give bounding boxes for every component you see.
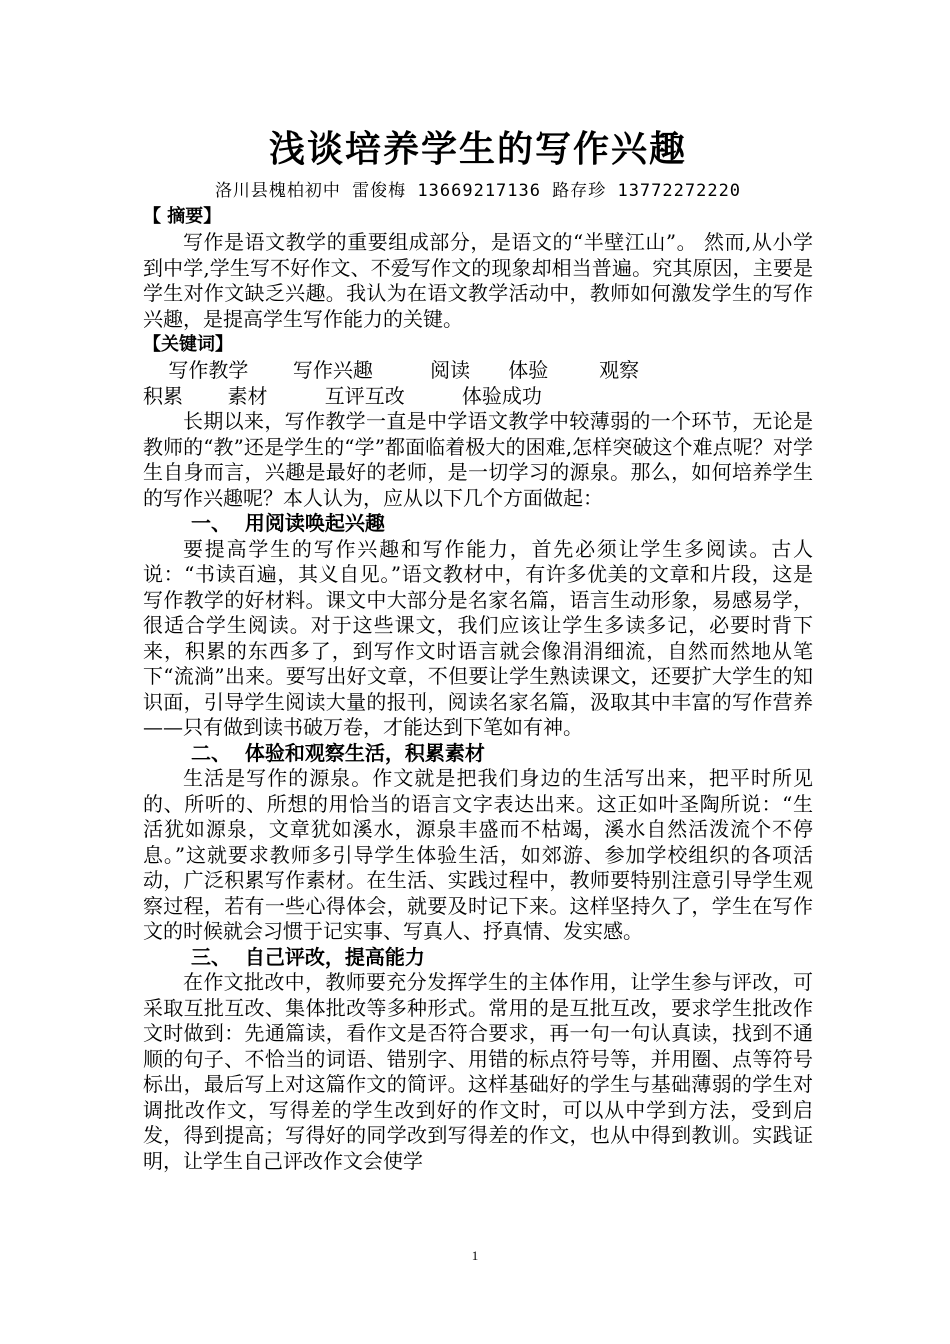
page-number: 1 — [471, 1248, 479, 1263]
author-line: 洛川县槐柏初中 雷俊梅 13669217136 路存珍 13772272220 — [214, 181, 742, 201]
page-content — [143, 120, 813, 1174]
section-paragraph-3: 在作文批改中，教师要充分发挥学生的主体作用，让学生参与评改，可采取互批互改、集体批改等多种形式。常用的是互批互改，要求学生批改作文时做到：先通篇读，看作文是否符合要求，再一句一句认真读，找到不通顺的句子、不恰当的词语、错别字、用错的标点符号等，并用圈、点等符号标出，最后写上对这篇作文的简评。这样基础好的学生与基础薄弱的学生对调批改作文，写得差的学生改到好的作文时，可以从中学到方法，受到启发，得到提高；写得好的同学改到写得差的作文，也从中得到教训。实践证明，让学生自己评改作文会使学 — [143, 970, 813, 1173]
section-paragraph-1: 要提高学生的写作兴趣和写作能力，首先必须让学生多阅读。古人说：“书读百遍，其义自见。”语文教材中，有许多优美的文章和片段，这是写作教学的好材料。课文中大部分是名家名篇，语言生动形象，易感易学，很适合学生阅读。对于这些课文，我们应该让学生多读多记，必要时背下来，积累的东西多了，到写作文时语言就会像涓涓细流，自然而然地从笔下“流淌”出来。要写出好文章，不但要让学生熟读课文，还要扩大学生的知识面，引导学生阅读大量的报刊，阅读名家名篇，汲取其中丰富的写作营养——只有做到读书破万卷，才能达到下笔如有神。 — [143, 536, 813, 739]
document-title: 浅谈培养学生的写作兴趣 — [268, 128, 687, 170]
section-heading-3: 三、 自己评改，提高能力 — [191, 944, 425, 969]
section-paragraph-2: 生活是写作的源泉。作文就是把我们身边的生活写出来，把平时所见的、所听的、所想的用恰当的语言文字表达出来。这正如叶圣陶所说：“生活犹如源泉，文章犹如溪水，源泉丰盛而不枯竭，溪水自然活泼流个不停息。”这就要求教师多引导学生体验生活，如郊游、参加学校组织的各项活动，广泛积累写作素材。在生活、实践过程中，教师要特别注意引导学生观察过程，若有一些心得体会，就要及时记下来。这样坚持久了，学生在写作文的时候就会习惯于记实事、写真人、抒真情、发实感。 — [143, 766, 813, 943]
section-heading-2: 二、 体验和观察生活，积累素材 — [191, 740, 485, 765]
keywords-label: 【关键词】 — [143, 334, 233, 355]
abstract-text: 写作是语文教学的重要组成部分，是语文的“半壁江山”。 然而,从小学到中学,学生写不好作文、不爱写作文的现象却相当普遍。究其原因，主要是学生对作文缺乏兴趣。我认为在语文教学活动中，教师如何激发学生的写作兴趣，是提高学生写作能力的关键。 — [143, 230, 813, 331]
section-heading-1: 一、 用阅读唤起兴趣 — [191, 511, 385, 535]
keywords-line-2: 积累 素材 互评互改 体验成功 — [143, 383, 542, 408]
keywords-line-1: 写作教学 写作兴趣 阅读 体验 观察 — [143, 358, 640, 382]
intro-paragraph: 长期以来，写作教学一直是中学语文教学中较薄弱的一个环节，无论是教师的“教”还是学生的“学”都面临着极大的困难,怎样突破这个难点呢？对学生自身而言，兴趣是最好的老师，是一切学习的源泉。那么，如何培养学生的写作兴趣呢？本人认为，应从以下几个方面做起： — [143, 409, 813, 510]
abstract-label: 【 摘要】 — [143, 206, 222, 227]
